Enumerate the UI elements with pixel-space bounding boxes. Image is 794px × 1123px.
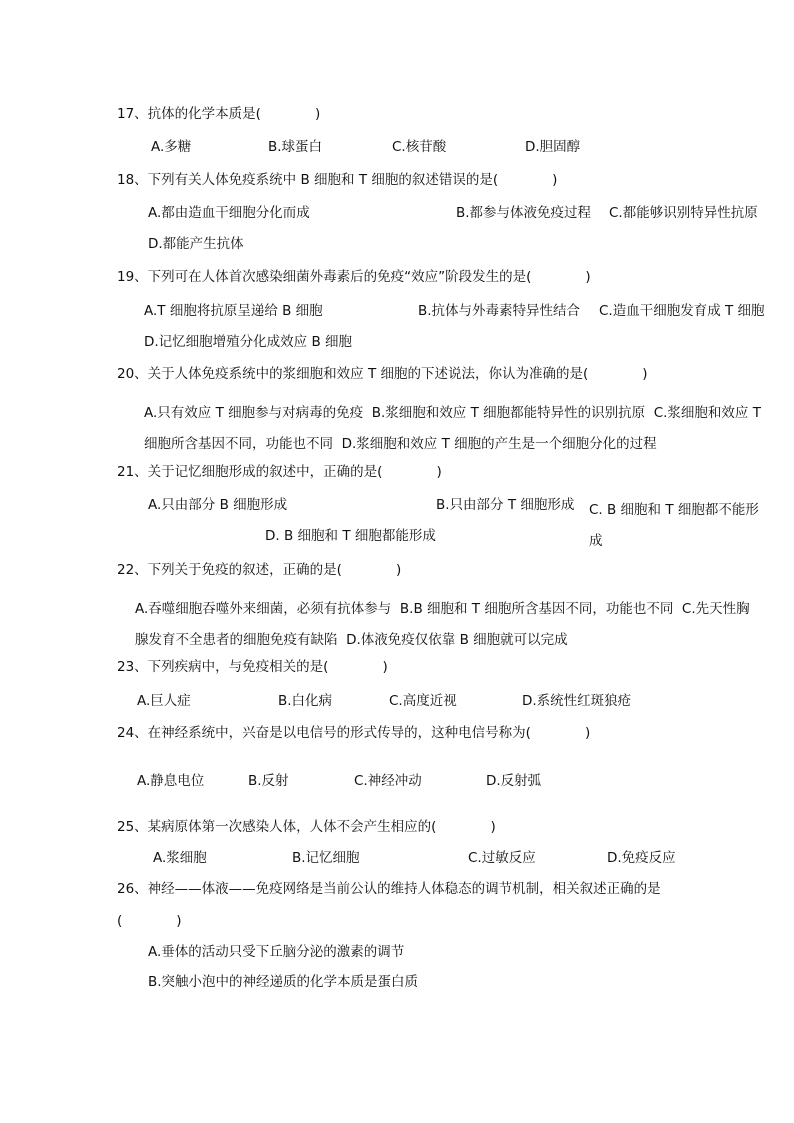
question-23-option-b: B.白化病 xyxy=(278,693,333,709)
question-26-stem: 26、神经——体液——免疫网络是当前公认的维持人体稳态的调节机制，相关叙述正确的是 xyxy=(117,881,661,897)
question-25-option-a: A.浆细胞 xyxy=(153,850,207,866)
question-18-option-c: C.都能够识别特异性抗原 xyxy=(609,205,758,221)
question-18-option-d: D.都能产生抗体 xyxy=(148,236,244,252)
question-19-option-a: A.T 细胞将抗原呈递给 B 细胞 xyxy=(144,303,323,319)
question-19-option-d: D.记忆细胞增殖分化成效应 B 细胞 xyxy=(144,334,353,350)
question-24-option-a: A.静息电位 xyxy=(137,773,205,789)
question-21-option-a: A.只由部分 B 细胞形成 xyxy=(148,497,288,513)
question-26-option-b: B.突触小泡中的神经递质的化学本质是蛋白质 xyxy=(148,974,419,990)
question-22-option-a: A.吞噬细胞吞噬外来细菌，必须有抗体参与 xyxy=(135,601,392,617)
question-17-option-a: A.多糖 xyxy=(151,139,192,155)
question-20-stem: 20、关于人体免疫系统中的浆细胞和效应 T 细胞的下述说法，你认为准确的是( ) xyxy=(117,366,648,382)
question-18-option-b: B.都参与体液免疫过程 xyxy=(456,205,592,221)
question-23-stem: 23、下列疾病中，与免疫相关的是( ) xyxy=(117,659,388,675)
question-17-option-b: B.球蛋白 xyxy=(268,139,323,155)
question-25-option-b: B.记忆细胞 xyxy=(292,850,360,866)
question-17-stem: 17、抗体的化学本质是( ) xyxy=(117,106,321,122)
question-18-stem: 18、下列有关人体免疫系统中 B 细胞和 T 细胞的叙述错误的是( ) xyxy=(117,172,558,188)
question-22-option-d: D.体液免疫仅依靠 B 细胞就可以完成 xyxy=(346,632,568,648)
question-26-option-a: A.垂体的活动只受下丘脑分泌的激素的调节 xyxy=(148,944,405,960)
question-22-options xyxy=(135,594,763,656)
question-20-option-b: B.浆细胞和效应 T 细胞都能特异性的识别抗原 xyxy=(371,405,646,421)
question-22-stem: 22、下列关于免疫的叙述，正确的是( ) xyxy=(117,562,402,578)
question-23-option-d: D.系统性红斑狼疮 xyxy=(522,693,632,709)
question-24-option-b: B.反射 xyxy=(248,773,289,789)
question-19-stem: 19、下列可在人体首次感染细菌外毒素后的免疫“效应”阶段发生的是( ) xyxy=(117,269,591,285)
question-20-option-c: C.浆细胞和效应 T 细胞所含基因不同，功能也不同 xyxy=(144,405,761,452)
question-26-stem-continued: ( ) xyxy=(117,913,182,929)
question-20-options xyxy=(144,398,764,460)
question-19-option-b: B.抗体与外毒素特异性结合 xyxy=(418,303,581,319)
question-21-option-c: C. B 细胞和 T 细胞都不能形成 xyxy=(589,502,759,549)
question-22-option-c: C.先天性胸腺发育不全患者的细胞免疫有缺陷 xyxy=(135,601,750,648)
question-25-option-c: C.过敏反应 xyxy=(468,850,536,866)
question-20-option-d: D.浆细胞和效应 T 细胞的产生是一个细胞分化的过程 xyxy=(341,436,657,452)
question-19-option-c: C.造血干细胞发育成 T 细胞 xyxy=(599,303,765,319)
question-23-option-a: A.巨人症 xyxy=(137,693,191,709)
question-21-stem: 21、关于记忆细胞形成的叙述中，正确的是( ) xyxy=(117,464,442,480)
question-21-option-d: D. B 细胞和 T 细胞都能形成 xyxy=(265,528,436,544)
question-17-option-d: D.胆固醇 xyxy=(525,139,581,155)
question-25-stem: 25、某病原体第一次感染人体，人体不会产生相应的( ) xyxy=(117,819,496,835)
question-21-option-b: B.只由部分 T 细胞形成 xyxy=(436,497,575,513)
question-23-option-c: C.高度近视 xyxy=(389,693,457,709)
question-18-option-a: A.都由造血干细胞分化而成 xyxy=(148,205,310,221)
question-25-option-d: D.免疫反应 xyxy=(607,850,676,866)
question-24-stem: 24、在神经系统中，兴奋是以电信号的形式传导的，这种电信号称为( ) xyxy=(117,725,591,741)
question-22-option-b: B.B 细胞和 T 细胞所含基因不同，功能也不同 xyxy=(399,601,674,617)
question-17-option-c: C.核苷酸 xyxy=(392,139,447,155)
question-24-option-d: D.反射弧 xyxy=(486,773,542,789)
question-20-option-a: A.只有效应 T 细胞参与对病毒的免疫 xyxy=(144,405,364,421)
question-24-option-c: C.神经冲动 xyxy=(354,773,422,789)
